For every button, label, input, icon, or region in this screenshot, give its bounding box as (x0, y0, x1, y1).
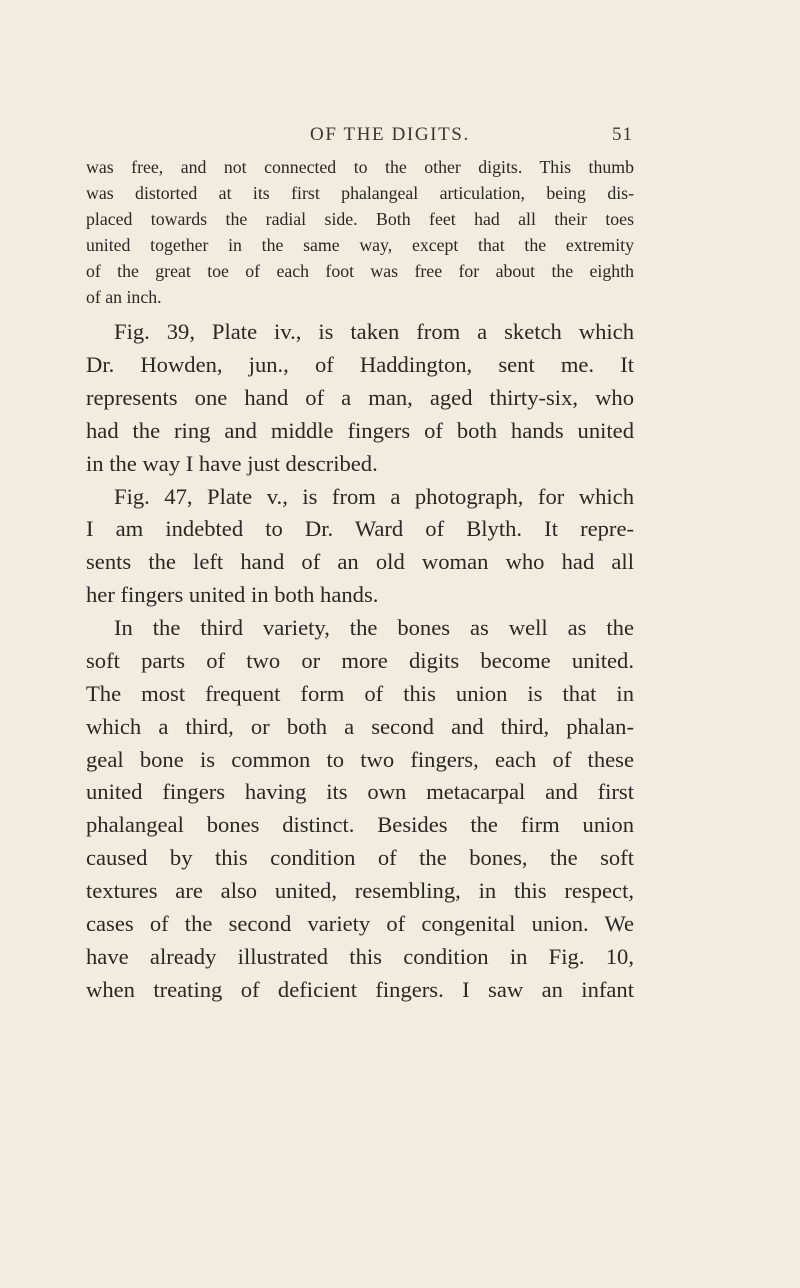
text-line: which a third, or both a second and third, phalan- (86, 713, 634, 739)
text-line: geal bone is common to two fingers, each of these (86, 746, 634, 772)
text-line: of the great toe of each foot was free for about the eighth (86, 261, 634, 281)
text-line: textures are also united, resembling, in this respect, (86, 878, 634, 904)
running-head-title: OF THE DIGITS. (310, 124, 470, 145)
text-line: her fingers united in both hands. (86, 582, 379, 608)
text-line: was free, and not connected to the other digits. This thumb (86, 157, 634, 177)
text-line: Fig. 39, Plate iv., is taken from a sketch which (114, 319, 634, 344)
text-line: when treating of deficient fingers. I saw an infant (86, 976, 634, 1002)
text-line: was distorted at its first phalangeal articulation, being dis- (86, 183, 634, 203)
text-line: have already illustrated this condition in Fig. 10, (86, 943, 634, 969)
text-line: represents one hand of a man, aged thirty-six, who (86, 384, 634, 410)
text-line: Dr. Howden, jun., of Haddington, sent me. It (86, 351, 634, 377)
text-line: soft parts of two or more digits become united. (86, 647, 634, 673)
text-line: In the third variety, the bones as well as the (114, 615, 634, 640)
text-line: united fingers having its own metacarpal and first (86, 779, 634, 805)
page-number: 51 (612, 124, 633, 145)
text-line: of an inch. (86, 287, 162, 307)
text-line: I am indebted to Dr. Ward of Blyth. It repre- (86, 516, 634, 542)
text-line: caused by this condition of the bones, the soft (86, 845, 634, 871)
text-line: Fig. 47, Plate v., is from a photograph, for which (114, 483, 634, 509)
paragraph-4 (86, 612, 634, 1007)
text-line: sents the left hand of an old woman who had all (86, 549, 634, 575)
paragraph-2 (86, 316, 634, 480)
text-line: in the way I have just described. (86, 450, 378, 476)
running-head (0, 124, 800, 154)
text-line: phalangeal bones distinct. Besides the firm union (86, 812, 634, 838)
text-line: united together in the same way, except that the extremity (86, 235, 634, 255)
paragraph-3 (86, 481, 634, 613)
text-line: placed towards the radial side. Both feet had all their toes (86, 209, 634, 229)
paragraph-1 (86, 154, 634, 310)
text-line: The most frequent form of this union is that in (86, 680, 634, 706)
text-line: had the ring and middle fingers of both hands united (86, 417, 634, 443)
text-line: cases of the second variety of congenital union. We (86, 911, 634, 937)
